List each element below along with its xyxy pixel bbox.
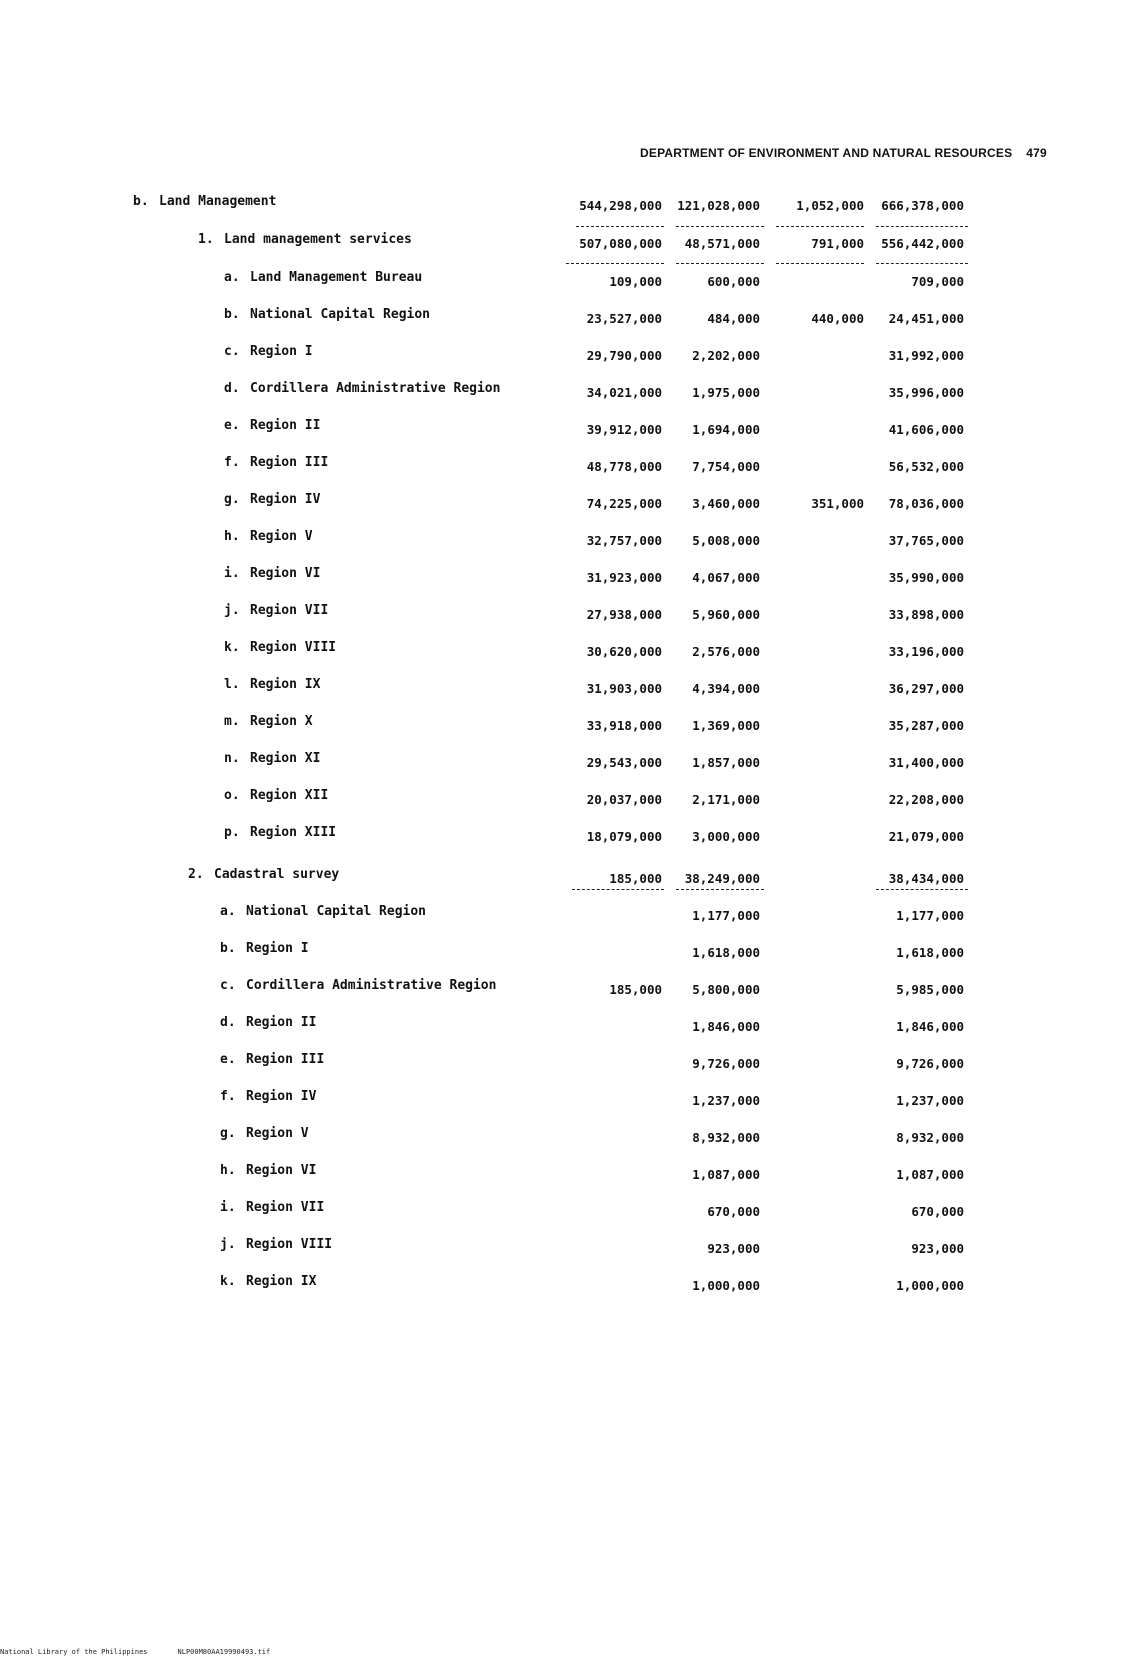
- table-row: [0, 566, 1144, 588]
- row-marker: b.: [220, 941, 236, 956]
- table-row: [0, 978, 1144, 1000]
- row-label: Region V: [250, 529, 313, 544]
- amount-col2: 4,394,000: [692, 681, 760, 696]
- row-marker: k.: [224, 640, 240, 655]
- row-label: Region IX: [250, 677, 321, 692]
- row-label: Region VII: [250, 603, 329, 618]
- row-label: Region V: [246, 1126, 309, 1141]
- footer-library: National Library of the Philippines: [0, 1648, 148, 1656]
- dashed-rule: [676, 889, 764, 890]
- row-label: Region IV: [250, 492, 321, 507]
- table-row: [0, 1200, 1144, 1222]
- amount-col1: 32,757,000: [586, 533, 662, 548]
- table-row: [0, 344, 1144, 366]
- row-label-group: [220, 1126, 309, 1141]
- amount-total: 24,451,000: [888, 311, 964, 326]
- row-label-group: [224, 825, 336, 840]
- amount-col2: 2,171,000: [692, 792, 760, 807]
- dashed-rule: [876, 226, 968, 227]
- row-marker: i.: [224, 566, 240, 581]
- amount-total: 56,532,000: [888, 459, 964, 474]
- amount-total: 556,442,000: [881, 236, 964, 251]
- row-label-group: [224, 751, 320, 766]
- table-row: [0, 904, 1144, 926]
- row-marker: j.: [224, 603, 240, 618]
- row-label-group: [220, 1200, 324, 1215]
- row-marker: c.: [224, 344, 240, 359]
- amount-col2: 5,960,000: [692, 607, 760, 622]
- row-label-group: [224, 788, 328, 803]
- amount-total: 37,765,000: [888, 533, 964, 548]
- amount-total: 38,434,000: [888, 871, 964, 886]
- amount-col2: 3,460,000: [692, 496, 760, 511]
- dashed-rule: [876, 263, 968, 264]
- row-marker: o.: [224, 788, 240, 803]
- row-label-group: [224, 566, 320, 581]
- row-label: Region II: [246, 1015, 317, 1030]
- row-label-group: [220, 1237, 332, 1252]
- table-row: [0, 492, 1144, 514]
- row-marker: h.: [224, 529, 240, 544]
- amount-col1: 29,790,000: [586, 348, 662, 363]
- table-row: [0, 788, 1144, 810]
- amount-col2: 1,846,000: [692, 1019, 760, 1034]
- row-label: Region XIII: [250, 825, 337, 840]
- row-label-group: [220, 941, 309, 956]
- row-marker: k.: [220, 1274, 236, 1289]
- row-marker: i.: [220, 1200, 236, 1215]
- row-label: Region IV: [246, 1089, 317, 1104]
- amount-total: 5,985,000: [896, 982, 964, 997]
- table-row: [0, 640, 1144, 662]
- row-marker: g.: [220, 1126, 236, 1141]
- row-label: Land management services: [224, 232, 412, 247]
- header-title: DEPARTMENT OF ENVIRONMENT AND NATURAL RESOURCES: [640, 146, 1013, 160]
- group-row: [0, 232, 1144, 254]
- row-label-group: [224, 307, 430, 322]
- amount-col3: 791,000: [811, 236, 864, 251]
- row-label: Cordillera Administrative Region: [246, 978, 497, 993]
- page-number: 479: [1026, 146, 1047, 160]
- row-label-group: [224, 418, 320, 433]
- table-row: [0, 1052, 1144, 1074]
- row-label: Region II: [250, 418, 321, 433]
- table-row: [0, 677, 1144, 699]
- amount-col2: 9,726,000: [692, 1056, 760, 1071]
- row-marker: d.: [220, 1015, 236, 1030]
- table-row: [0, 529, 1144, 551]
- table-row: [0, 418, 1144, 440]
- row-label: Land Management Bureau: [250, 270, 423, 285]
- amount-col2: 1,618,000: [692, 945, 760, 960]
- amount-total: 1,237,000: [896, 1093, 964, 1108]
- row-marker: b.: [224, 307, 240, 322]
- amount-total: 35,990,000: [888, 570, 964, 585]
- dashed-rule: [566, 263, 664, 264]
- row-label-group: [220, 1052, 324, 1067]
- amount-col1: 507,080,000: [579, 236, 662, 251]
- amount-total: 41,606,000: [888, 422, 964, 437]
- row-label-group: [224, 677, 320, 692]
- amount-total: 670,000: [911, 1204, 964, 1219]
- amount-col2: 1,857,000: [692, 755, 760, 770]
- dashed-rule: [876, 889, 968, 890]
- group-row: [0, 867, 1144, 889]
- dashed-rule: [676, 226, 764, 227]
- amount-col2: 923,000: [707, 1241, 760, 1256]
- table-row: [0, 1015, 1144, 1037]
- amount-col2: 7,754,000: [692, 459, 760, 474]
- amount-col1: 31,923,000: [586, 570, 662, 585]
- amount-total: 666,378,000: [881, 198, 964, 213]
- row-marker: j.: [220, 1237, 236, 1252]
- amount-col2: 4,067,000: [692, 570, 760, 585]
- row-marker: f.: [220, 1089, 236, 1104]
- row-label: Region I: [250, 344, 313, 359]
- row-label: Cordillera Administrative Region: [250, 381, 501, 396]
- group-label: [198, 232, 412, 247]
- row-marker: d.: [224, 381, 240, 396]
- amount-total: 35,287,000: [888, 718, 964, 733]
- row-label: National Capital Region: [250, 307, 431, 322]
- amount-col2: 1,975,000: [692, 385, 760, 400]
- table-row: [0, 1274, 1144, 1296]
- amount-total: 78,036,000: [888, 496, 964, 511]
- row-label-group: [220, 1163, 316, 1178]
- amount-col3: 351,000: [811, 496, 864, 511]
- amount-col1: 109,000: [609, 274, 662, 289]
- row-marker: p.: [224, 825, 240, 840]
- amount-total: 31,400,000: [888, 755, 964, 770]
- row-label-group: [224, 455, 328, 470]
- row-label-group: [224, 270, 422, 285]
- amount-total: 1,087,000: [896, 1167, 964, 1182]
- table-row: [0, 381, 1144, 403]
- amount-col2: 2,576,000: [692, 644, 760, 659]
- amount-col2: 5,008,000: [692, 533, 760, 548]
- dashed-rule: [776, 263, 864, 264]
- row-marker: c.: [220, 978, 236, 993]
- table-row: [0, 1089, 1144, 1111]
- amount-col1: 39,912,000: [586, 422, 662, 437]
- table-row: [0, 1237, 1144, 1259]
- amount-total: 36,297,000: [888, 681, 964, 696]
- amount-total: 1,000,000: [896, 1278, 964, 1293]
- amount-col2: 121,028,000: [677, 198, 760, 213]
- row-marker: m.: [224, 714, 240, 729]
- amount-col3: 440,000: [811, 311, 864, 326]
- table-row: [0, 307, 1144, 329]
- table-row: [0, 751, 1144, 773]
- amount-col1: 34,021,000: [586, 385, 662, 400]
- page-footer: [0, 1648, 270, 1656]
- section-label: [133, 194, 276, 209]
- amount-col3: 1,052,000: [796, 198, 864, 213]
- table-row: [0, 1126, 1144, 1148]
- table-row: [0, 714, 1144, 736]
- amount-col2: 670,000: [707, 1204, 760, 1219]
- table-row: [0, 825, 1144, 847]
- amount-col1: 29,543,000: [586, 755, 662, 770]
- row-marker: a.: [224, 270, 240, 285]
- row-label: Region VIII: [250, 640, 337, 655]
- amount-col2: 484,000: [707, 311, 760, 326]
- row-label-group: [224, 714, 313, 729]
- footer-file-id: NLP00M80AA19990493.tif: [177, 1648, 271, 1656]
- row-label: Region VIII: [246, 1237, 333, 1252]
- row-marker: a.: [220, 904, 236, 919]
- amount-col1: 23,527,000: [586, 311, 662, 326]
- amount-col1: 27,938,000: [586, 607, 662, 622]
- row-marker: n.: [224, 751, 240, 766]
- row-label: Region III: [246, 1052, 325, 1067]
- row-label-group: [224, 529, 313, 544]
- amount-col2: 1,369,000: [692, 718, 760, 733]
- table-row: [0, 270, 1144, 292]
- dashed-rule: [676, 263, 764, 264]
- row-label: Region XI: [250, 751, 321, 766]
- row-label: Region IX: [246, 1274, 317, 1289]
- table-row: [0, 455, 1144, 477]
- row-label-group: [220, 1274, 316, 1289]
- row-label: National Capital Region: [246, 904, 427, 919]
- amount-col1: 33,918,000: [586, 718, 662, 733]
- row-label-group: [224, 344, 313, 359]
- row-label: Region VII: [246, 1200, 325, 1215]
- row-label-group: [224, 603, 328, 618]
- amount-col2: 1,694,000: [692, 422, 760, 437]
- section-row: [0, 194, 1144, 216]
- row-label-group: [220, 1089, 316, 1104]
- amount-total: 1,618,000: [896, 945, 964, 960]
- table-row: [0, 1163, 1144, 1185]
- amount-total: 35,996,000: [888, 385, 964, 400]
- amount-col2: 1,177,000: [692, 908, 760, 923]
- amount-col2: 8,932,000: [692, 1130, 760, 1145]
- row-marker: 2.: [188, 867, 204, 882]
- row-label-group: [220, 904, 426, 919]
- row-marker: b.: [133, 194, 149, 209]
- amount-total: 21,079,000: [888, 829, 964, 844]
- row-label-group: [224, 492, 320, 507]
- amount-total: 1,177,000: [896, 908, 964, 923]
- amount-total: 22,208,000: [888, 792, 964, 807]
- amount-total: 31,992,000: [888, 348, 964, 363]
- amount-total: 8,932,000: [896, 1130, 964, 1145]
- amount-total: 923,000: [911, 1241, 964, 1256]
- dashed-rule: [572, 889, 664, 890]
- amount-col1: 18,079,000: [586, 829, 662, 844]
- row-label-group: [220, 1015, 316, 1030]
- dashed-rule: [576, 226, 664, 227]
- amount-col2: 5,800,000: [692, 982, 760, 997]
- row-label: Region X: [250, 714, 313, 729]
- amount-total: 9,726,000: [896, 1056, 964, 1071]
- row-marker: f.: [224, 455, 240, 470]
- row-label-group: [224, 381, 500, 396]
- amount-col2: 3,000,000: [692, 829, 760, 844]
- amount-col1: 30,620,000: [586, 644, 662, 659]
- amount-col2: 600,000: [707, 274, 760, 289]
- amount-col2: 1,087,000: [692, 1167, 760, 1182]
- amount-total: 33,196,000: [888, 644, 964, 659]
- row-label: Region VI: [250, 566, 321, 581]
- row-marker: l.: [224, 677, 240, 692]
- amount-total: 33,898,000: [888, 607, 964, 622]
- amount-col2: 1,237,000: [692, 1093, 760, 1108]
- row-label: Land Management: [159, 194, 277, 209]
- amount-col1: 185,000: [609, 982, 662, 997]
- row-label-group: [224, 640, 336, 655]
- row-label-group: [220, 978, 496, 993]
- row-label: Region III: [250, 455, 329, 470]
- amount-col1: 74,225,000: [586, 496, 662, 511]
- amount-col1: 544,298,000: [579, 198, 662, 213]
- row-marker: g.: [224, 492, 240, 507]
- page-header: [640, 146, 1047, 160]
- amount-col2: 1,000,000: [692, 1278, 760, 1293]
- amount-col1: 31,903,000: [586, 681, 662, 696]
- group-label: [188, 867, 339, 882]
- amount-col2: 38,249,000: [684, 871, 760, 886]
- row-marker: h.: [220, 1163, 236, 1178]
- dashed-rule: [776, 226, 864, 227]
- amount-total: 709,000: [911, 274, 964, 289]
- amount-col1: 185,000: [609, 871, 662, 886]
- row-marker: 1.: [198, 232, 214, 247]
- amount-total: 1,846,000: [896, 1019, 964, 1034]
- row-label: Region XII: [250, 788, 329, 803]
- table-row: [0, 941, 1144, 963]
- row-marker: e.: [224, 418, 240, 433]
- amount-col1: 48,778,000: [586, 459, 662, 474]
- row-label: Region VI: [246, 1163, 317, 1178]
- amount-col2: 48,571,000: [684, 236, 760, 251]
- row-marker: e.: [220, 1052, 236, 1067]
- amount-col2: 2,202,000: [692, 348, 760, 363]
- table-row: [0, 603, 1144, 625]
- row-label: Region I: [246, 941, 309, 956]
- amount-col1: 20,037,000: [586, 792, 662, 807]
- row-label: Cadastral survey: [214, 867, 340, 882]
